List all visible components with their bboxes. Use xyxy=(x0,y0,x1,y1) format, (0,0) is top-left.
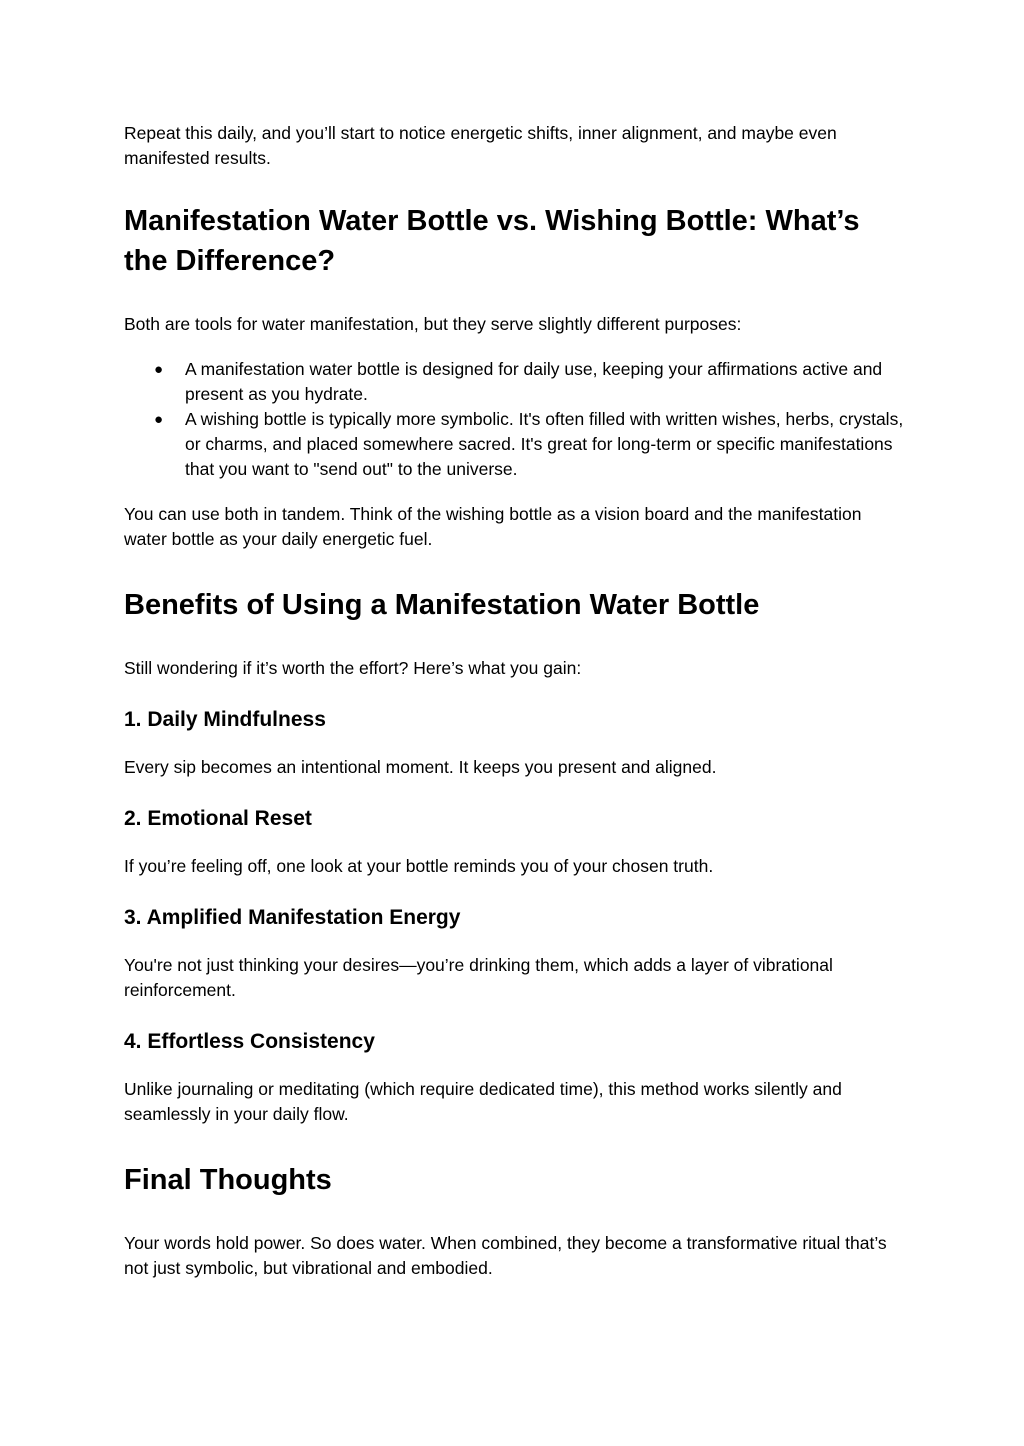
benefit-text: Every sip becomes an intentional moment. It keeps you present and aligned. xyxy=(124,757,717,777)
list-item-text: A manifestation water bottle is designed for daily use, keeping your affirmations active and present as you hydrate. xyxy=(185,359,883,404)
benefit-title: 1. Daily Mindfulness xyxy=(124,708,326,731)
difference-bullet-list xyxy=(124,357,904,482)
final-paragraph: Your words hold power. So does water. When combined, they become a transformative ritual that’s not just symbolic, but vibrational and embodied. xyxy=(124,1233,887,1278)
difference-lead: Both are tools for water manifestation, but they serve slightly different purposes: xyxy=(124,314,742,334)
bullet-icon: ● xyxy=(154,411,164,428)
final-heading: Final Thoughts xyxy=(124,1164,332,1196)
benefit-text: If you’re feeling off, one look at your bottle reminds you of your chosen truth. xyxy=(124,856,714,876)
benefit-title: 4. Effortless Consistency xyxy=(124,1030,375,1053)
benefits-heading: Benefits of Using a Manifestation Water Bottle xyxy=(124,589,760,621)
benefit-text: Unlike journaling or meditating (which require dedicated time), this method works silently and seamlessly in your daily flow. xyxy=(124,1079,842,1124)
benefit-title: 3. Amplified Manifestation Energy xyxy=(124,906,461,929)
document-page xyxy=(124,121,904,1281)
intro-paragraph: Repeat this daily, and you’ll start to notice energetic shifts, inner alignment, and maybe even manifested results. xyxy=(124,123,837,168)
benefit-title: 2. Emotional Reset xyxy=(124,807,312,830)
list-item xyxy=(124,407,904,482)
bullet-icon: ● xyxy=(154,361,164,378)
difference-closing: You can use both in tandem. Think of the wishing bottle as a vision board and the manifestation water bottle as your daily energetic fuel. xyxy=(124,504,862,549)
list-item xyxy=(124,357,904,407)
list-item-text: A wishing bottle is typically more symbolic. It's often filled with written wishes, herbs, crystals, or charms, and placed somewhere sacred. It's great for long-term or specific manifestations that you want to "send out" to the universe. xyxy=(185,409,904,479)
benefits-lead: Still wondering if it’s worth the effort? Here’s what you gain: xyxy=(124,658,582,678)
difference-heading: Manifestation Water Bottle vs. Wishing Bottle: What’s the Difference? xyxy=(124,205,860,277)
benefit-text: You're not just thinking your desires—you’re drinking them, which adds a layer of vibrational reinforcement. xyxy=(124,955,833,1000)
